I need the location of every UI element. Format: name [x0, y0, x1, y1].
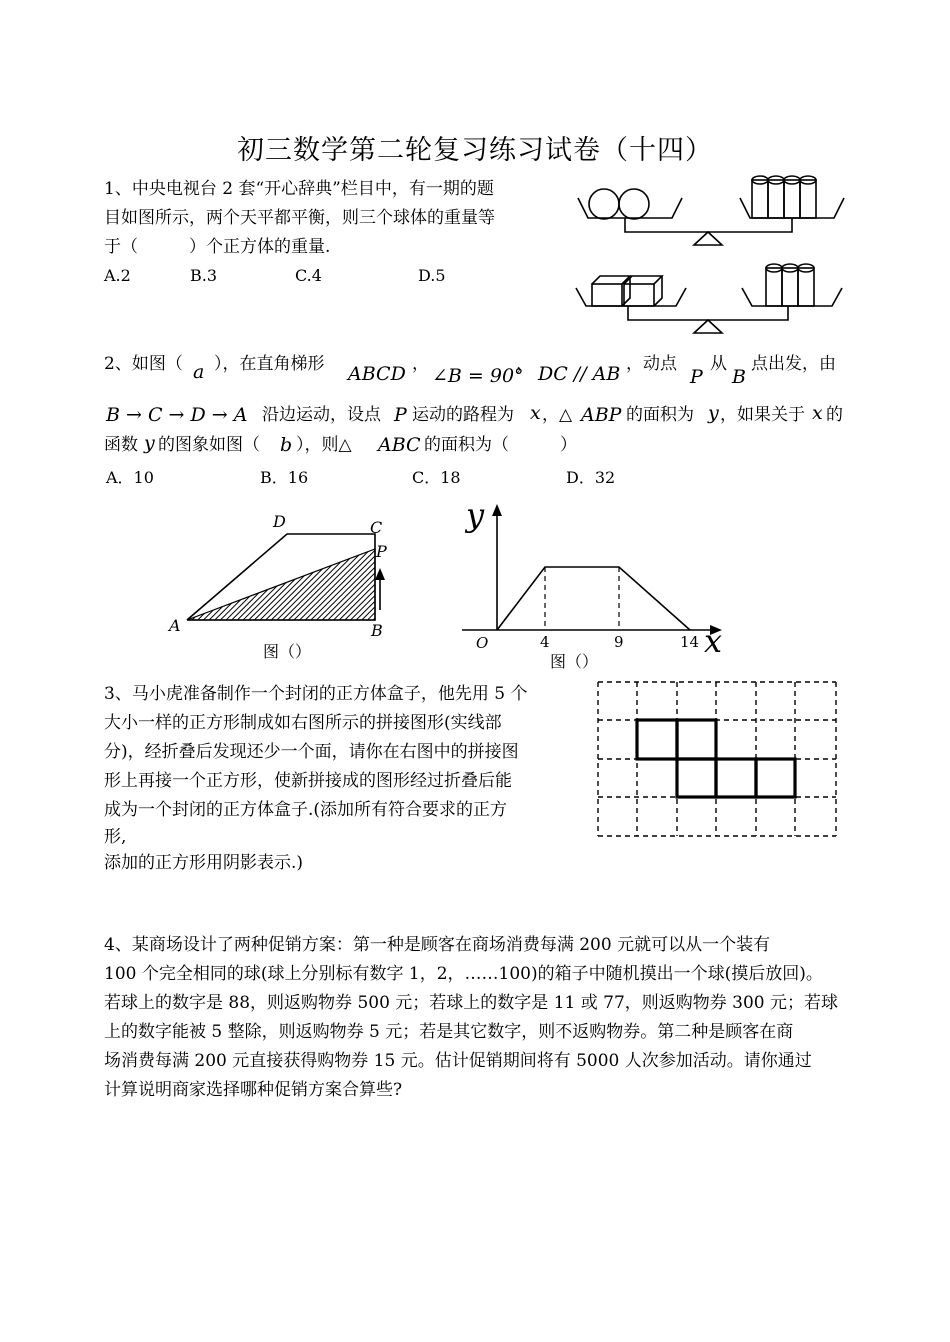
- q2-trapezoid-name: ABCD: [348, 363, 406, 385]
- q2-line3-mid: 的图象如图（: [158, 435, 260, 455]
- q4-line-1: 4、某商场设计了两种促销方案：第一种是顾客在商场消费每满 200 元就可以从一个装有: [104, 935, 771, 955]
- q3-line-5: 成为一个封闭的正方体盒子.(添加所有符合要求的正方: [104, 800, 508, 820]
- q3-line-4: 形上再接一个正方形，使新拼接成的图形经过折叠后能: [104, 771, 512, 791]
- ball-2: [619, 189, 649, 219]
- q2-fig-a-label: a: [193, 361, 205, 383]
- arrow-head: [375, 568, 385, 580]
- function-graph: [460, 496, 740, 675]
- q2-point-b: B: [732, 366, 746, 388]
- graph-line: [497, 567, 690, 630]
- q2-var-y: y: [708, 402, 719, 424]
- q4-line-5: 场消费每满 200 元直接获得购物券 15 元。估计促销期间将有 5000 人次参加活动。请你通过: [104, 1051, 812, 1071]
- label-P: P: [376, 542, 387, 561]
- label-A: A: [169, 616, 181, 635]
- q2-parallel-condition: DC // AB: [538, 363, 621, 385]
- axis-label-x: x: [704, 622, 723, 660]
- label-C: C: [370, 518, 383, 537]
- q2-line2-e: ，如果关于: [720, 405, 805, 425]
- q2-line2-b: 运动的路程为: [412, 405, 514, 425]
- trapezoid-figure: [165, 505, 405, 670]
- q2-triangle-abc: ABC: [378, 434, 421, 456]
- cylinders-top: [752, 176, 816, 218]
- label-B: B: [371, 621, 383, 640]
- cube-net-grid: [596, 680, 841, 840]
- q1-option-b: B.3: [190, 266, 218, 285]
- q1-option-d: D.5: [418, 266, 446, 285]
- ball-1: [589, 189, 619, 219]
- q2-start: 点出发，由: [751, 354, 836, 374]
- axis-label-y: y: [466, 496, 485, 534]
- q2-line3-end: 的面积为（ ）: [424, 435, 577, 455]
- tick-14: 14: [680, 633, 700, 651]
- q2-line2-a: 沿边运动，设点: [262, 405, 381, 425]
- q4-line-3: 若球上的数字是 88，则返购物券 500 元；若球上的数字是 11 或 77，则返购物券 300 元；若球: [104, 993, 839, 1013]
- q2-var-x: x: [530, 402, 541, 424]
- q2-line2-d: 的面积为: [626, 405, 694, 425]
- q2-option-c: C．18: [412, 468, 461, 487]
- page-title: 初三数学第二轮复习练习试卷（十四）: [237, 135, 713, 166]
- q3-line-3: 分)，经折叠后发现还少一个面，请你在右图中的拼接图: [104, 742, 519, 762]
- q4-line-2: 100 个完全相同的球(球上分别标有数字 1，2，……100)的箱子中随机摸出一个球(摸后放回)。: [104, 964, 823, 984]
- cylinders-bottom: [766, 264, 814, 306]
- triangle-abp-shaded: [187, 549, 375, 620]
- q1-line-3: 于（ ）个正方体的重量.: [104, 237, 331, 257]
- q1-option-a: A.2: [104, 266, 131, 285]
- q3-line-2: 大小一样的正方形制成如右图所示的拼接图形(实线部: [104, 713, 502, 733]
- y-axis-arrow: [492, 504, 502, 516]
- q2-from: 从: [710, 354, 727, 374]
- q2-var-y-2: y: [144, 432, 155, 454]
- q2-comma-1: ，: [412, 354, 429, 374]
- label-D: D: [273, 512, 286, 531]
- q3-line-1: 3、马小虎准备制作一个封闭的正方体盒子，他先用 5 个: [104, 684, 528, 704]
- fig-a-caption: 图（）: [263, 642, 312, 661]
- q2-point-p-2: P: [394, 404, 407, 426]
- q2-option-b: B．16: [260, 468, 309, 487]
- net-squares: [637, 720, 795, 797]
- q4-line-4: 上的数字能被 5 整除，则返购物券 5 元；若是其它数字，则不返购物券。第二种是顾客在商: [104, 1022, 794, 1042]
- q2-comma-2: ，: [516, 354, 533, 374]
- tick-4: 4: [540, 633, 550, 651]
- q4-line-6: 计算说明商家选择哪种促销方案合算些?: [104, 1080, 403, 1100]
- cubes-bottom: [592, 276, 662, 306]
- q2-line2-c: ，△: [542, 405, 573, 425]
- q2-moving-point: ，动点: [626, 354, 677, 374]
- q1-line-2: 目如图所示，两个天平都平衡，则三个球体的重量等: [104, 208, 495, 228]
- q1-option-c: C.4: [295, 266, 322, 285]
- q2-line2-f: 的: [826, 405, 843, 425]
- q2-line1-mid: ），在直角梯形: [214, 354, 325, 374]
- q2-option-d: D．32: [566, 468, 616, 487]
- q2-fig-b-label: b: [280, 434, 293, 456]
- balance-figure: [570, 170, 860, 345]
- q1-line-1: 1、中央电视台 2 套“开心辞典”栏目中，有一期的题: [104, 179, 494, 199]
- q3-line-7: 添加的正方形用阴影表示.): [104, 853, 304, 873]
- q2-path: B → C → D → A: [106, 404, 248, 426]
- q2-point-p: P: [690, 366, 703, 388]
- q2-line1-prefix: 2、如图（: [104, 354, 183, 374]
- origin-label: O: [476, 634, 489, 652]
- fig-b-caption: 图（）: [550, 652, 599, 671]
- q3-line-6: 形,: [104, 827, 127, 847]
- q2-var-x-2: x: [812, 402, 823, 424]
- q2-triangle-abp: ABP: [581, 404, 622, 426]
- tick-9: 9: [614, 633, 624, 651]
- q2-line3-prefix: 函数: [104, 435, 138, 455]
- q2-option-a: A．10: [106, 468, 154, 487]
- q2-line3-mid2: ），则△: [296, 435, 352, 455]
- q2-angle-condition: ∠B = 90°: [432, 365, 524, 387]
